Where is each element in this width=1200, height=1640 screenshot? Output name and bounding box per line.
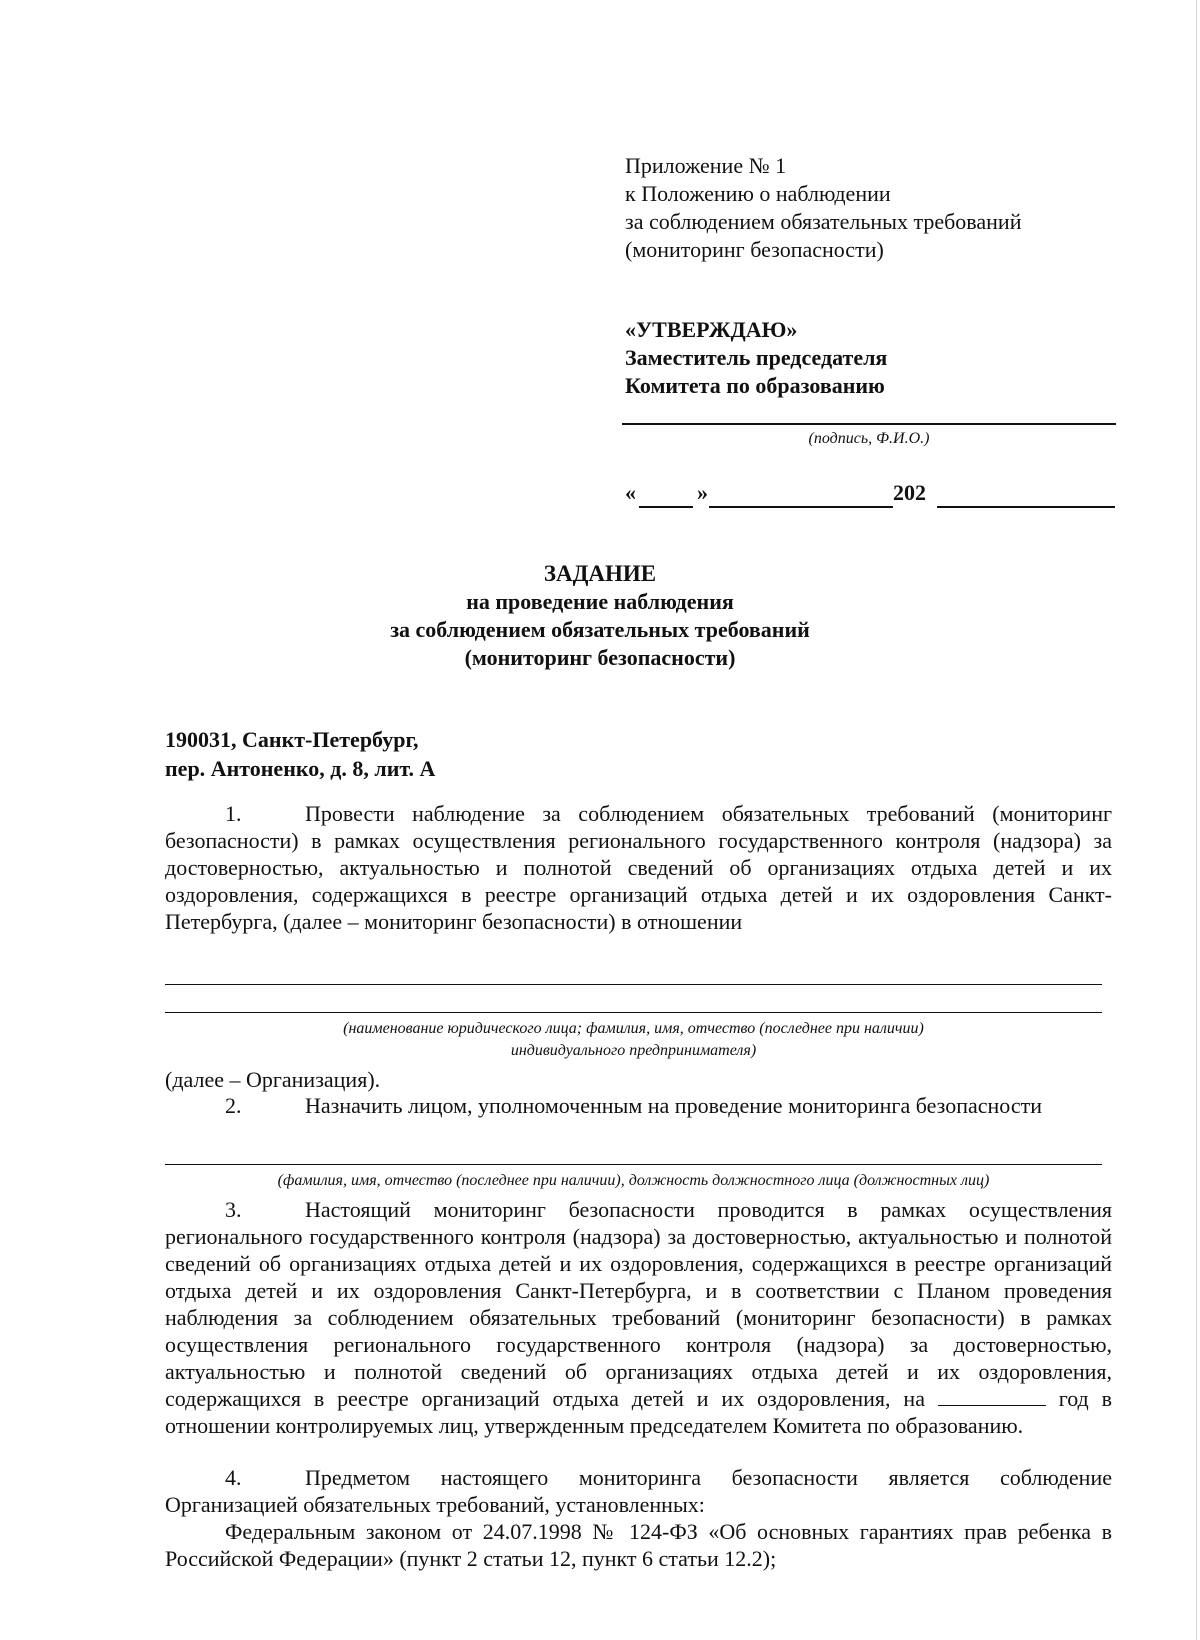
item-4-number: 4. — [225, 1465, 242, 1490]
approval-block — [625, 316, 887, 400]
address-line-2: пер. Антоненко, д. 8, лит. А — [165, 756, 436, 781]
plan-year-blank[interactable] — [938, 1387, 1046, 1406]
date-month-blank[interactable] — [709, 506, 893, 508]
appendix-reference — [625, 152, 1021, 264]
title-line-2: на проведение наблюдения — [466, 589, 734, 614]
item-1-paragraph — [165, 800, 1112, 935]
item-2-paragraph — [165, 1092, 1112, 1119]
authorized-person-caption: (фамилия, имя, отчество (последнее при наличии), должность должностного лица (должностных лиц) — [277, 1172, 990, 1189]
date-open-quote: « — [625, 480, 636, 505]
item-3-text-after: год в отношении контролируемых лиц, утвержденным председателем Комитета по образованию. — [165, 1386, 1113, 1438]
item-4-text: Предметом настоящего мониторинга безопасности является соблюдение Организацией обязательных требований, установленных: — [165, 1465, 1112, 1517]
address-block — [165, 725, 435, 783]
signature-caption: (подпись, Ф.И.О.) — [808, 430, 930, 447]
item-3-number: 3. — [225, 1197, 242, 1222]
authorized-person-line[interactable] — [165, 1164, 1102, 1165]
organization-caption-line-2: индивидуального предпринимателя) — [510, 1042, 757, 1059]
title-line-1: ЗАДАНИЕ — [543, 561, 657, 586]
item-2-text: Назначить лицом, уполномоченным на проведение мониторинга безопасности — [305, 1093, 1042, 1118]
item-4-paragraph — [165, 1464, 1112, 1518]
appendix-line-1: Приложение № 1 — [625, 153, 787, 178]
date-year-blank[interactable] — [937, 506, 1115, 508]
appendix-line-3: за соблюдением обязательных требований — [625, 209, 1022, 234]
item-2-number: 2. — [225, 1093, 242, 1118]
approver-position-2: Комитета по образованию — [625, 373, 885, 398]
item-1-number: 1. — [225, 801, 242, 826]
item-3-paragraph — [165, 1196, 1112, 1439]
organization-caption-line-1: (наименование юридического лица; фамилия, имя, отчество (последнее при наличии) — [343, 1020, 924, 1037]
title-line-3: за соблюдением обязательных требований — [390, 617, 810, 642]
approval-date-field — [625, 480, 1115, 510]
appendix-line-2: к Положению о наблюдении — [625, 181, 891, 206]
title-line-4: (мониторинг безопасности) — [464, 645, 736, 670]
organization-name-line-2[interactable] — [165, 1012, 1102, 1013]
item-1-after-text: (далее – Организация). — [165, 1067, 381, 1092]
address-line-1: 190031, Санкт-Петербург, — [165, 727, 419, 752]
approver-position-1: Заместитель председателя — [625, 345, 888, 370]
item-3-text-before: Настоящий мониторинг безопасности проводится в рамках осуществления регионального государственного контроля (надзора) за достоверностью, актуальностью и полнотой сведений об организациях отдыха детей и их оздоровления, содержащихся в реестре организаций отдыха детей и их оздоровления Санкт-Петербурга, и в соответствии с Планом проведения наблюдения за соблюдением обязательных требований (мониторинг безопасности) в рамках осуществления регионального государственного контроля (надзора) за достоверностью, актуальностью и полнотой сведений об организациях отдыха детей и их оздоровления, содержащихся в реестре организаций отдыха детей и их оздоровления, на — [165, 1197, 1112, 1411]
date-day-blank[interactable] — [639, 506, 693, 508]
organization-name-line-1[interactable] — [165, 984, 1102, 985]
law-reference-paragraph: Федеральным законом от 24.07.1998 № 124-ФЗ «Об основных гарантиях прав ребенка в Российской Федерации» (пункт 2 статьи 12, пункт 6 статьи 12.2); — [165, 1519, 1112, 1571]
approve-heading: «УТВЕРЖДАЮ» — [625, 317, 798, 342]
item-1-text: Провести наблюдение за соблюдением обязательных требований (мониторинг безопасности) в рамках осуществления регионального государственного контроля (надзора) за достоверностью, актуальностью и полнотой сведений об организациях отдыха детей и их оздоровления, содержащихся в реестре организаций отдыха детей и их оздоровления Санкт-Петербурга, (далее – мониторинг безопасности) в отношении — [165, 801, 1112, 934]
date-close-quote: » — [697, 480, 708, 505]
document-title — [300, 560, 900, 672]
scan-edge-line — [1196, 0, 1197, 1640]
signature-line[interactable] — [622, 423, 1116, 425]
date-year-prefix: 202 — [893, 480, 926, 505]
appendix-line-4: (мониторинг безопасности) — [625, 237, 884, 262]
organization-name-caption — [165, 1018, 1102, 1062]
